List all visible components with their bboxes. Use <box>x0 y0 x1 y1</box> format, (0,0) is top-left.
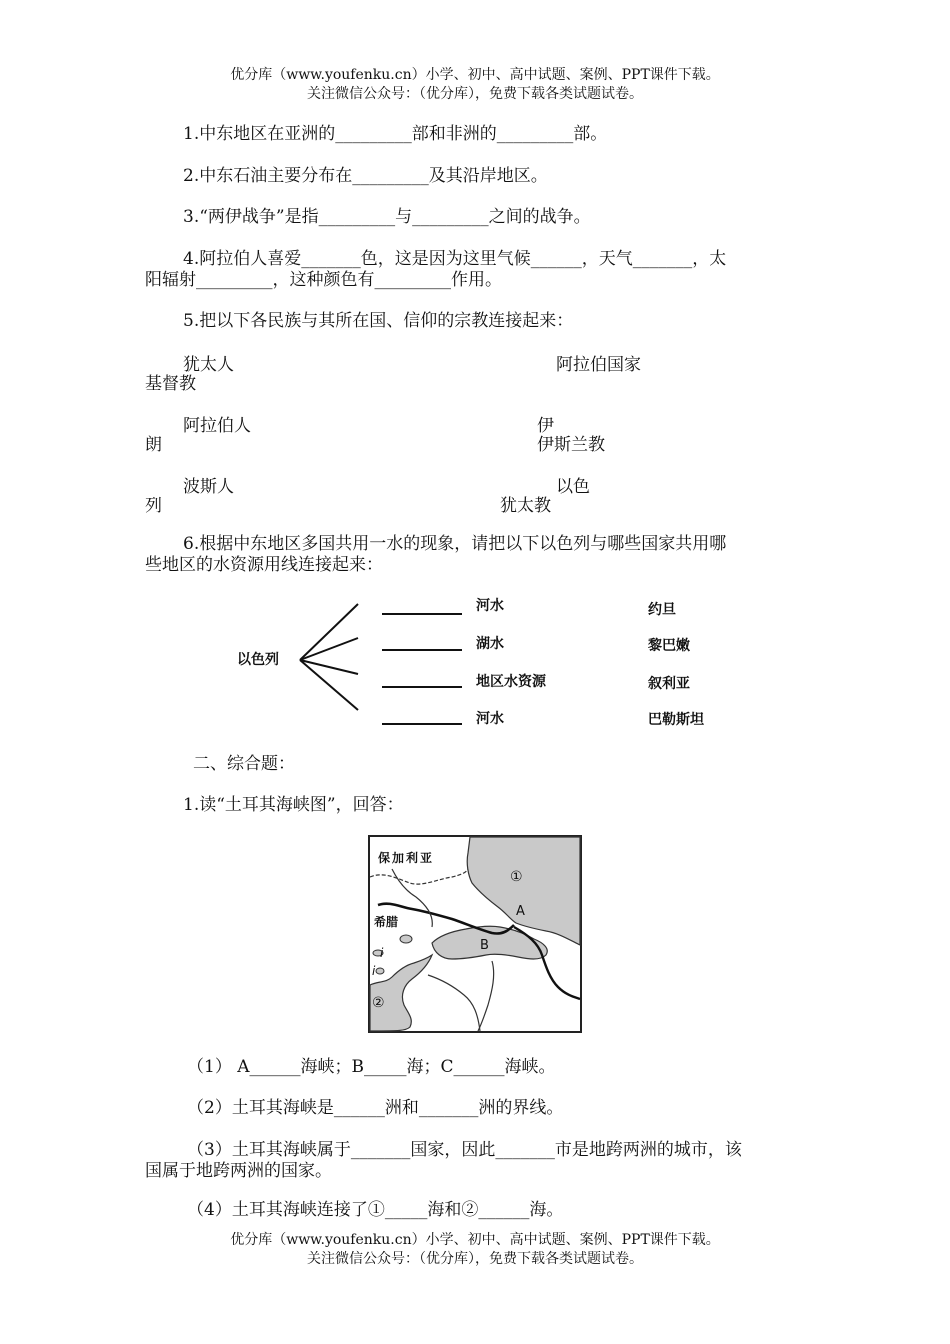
resource-river-2: 河水 <box>476 711 504 727</box>
people-persians: 波斯人 <box>183 477 234 497</box>
question-1: 1.中东地区在亚洲的_________部和非洲的_________部。 <box>183 124 608 144</box>
country-lebanon: 黎巴嫩 <box>648 638 690 654</box>
footer-line-2: 关注微信公众号：（优分库），免费下载各类试题试卷。 <box>307 1251 643 1267</box>
header-line-1: 优分库（www.youfenku.cn）小学、初中、高中试题、案例、PPT课件下载。 <box>230 67 720 83</box>
question-3: 3.“两伊战争”是指_________与_________之间的战争。 <box>183 207 591 227</box>
people-jews: 犹太人 <box>183 355 234 375</box>
footer-line-1: 优分库（www.youfenku.cn）小学、初中、高中试题、案例、PPT课件下载。 <box>230 1232 720 1248</box>
branch-line-1 <box>300 604 358 660</box>
question-6-line-2: 些地区的水资源用线连接起来： <box>145 555 383 575</box>
religion-christianity: 基督教 <box>145 374 196 394</box>
label-i-1: i <box>380 946 384 960</box>
label-a-bosphorus: A <box>516 904 525 919</box>
sub-question-2: （2）土耳其海峡是______洲和_______洲的界线。 <box>187 1098 564 1118</box>
label-i-2: i <box>372 964 376 978</box>
question-6-line-1: 6.根据中东地区多国共用一水的现象，请把以下以色列与哪些国家共用哪 <box>183 534 727 554</box>
country-syria: 叙利亚 <box>648 676 690 692</box>
label-bulgaria: 保加利亚 <box>378 851 435 865</box>
resource-river-1: 河水 <box>476 598 504 614</box>
country-jordan: 约旦 <box>648 602 676 618</box>
diagram-source-israel: 以色列 <box>237 652 279 668</box>
country-arab-states: 阿拉伯国家 <box>556 355 641 375</box>
turkish-straits-map <box>368 835 582 1033</box>
country-palestine: 巴勒斯坦 <box>648 712 704 728</box>
branch-line-2 <box>300 638 358 660</box>
question-4-line-2: 阳辐射_________，这种颜色有_________作用。 <box>145 270 502 290</box>
sub-question-1: （1） A______海峡；B_____海；C______海峡。 <box>187 1057 556 1077</box>
label-b-marmara: B <box>480 938 489 953</box>
header-line-2: 关注微信公众号：（优分库），免费下载各类试题试卷。 <box>307 86 643 102</box>
sub-question-3-line-1: （3）土耳其海峡属于_______国家，因此_______市是地跨两洲的城市，该 <box>187 1140 742 1160</box>
section-2-title: 二、综合题： <box>193 754 295 774</box>
question-5: 5.把以下各民族与其所在国、信仰的宗教连接起来： <box>183 311 574 331</box>
country-iran-part-1: 伊 <box>537 416 554 436</box>
religion-islam: 伊斯兰教 <box>537 435 605 455</box>
section-2-question-1: 1.读“土耳其海峡图”，回答： <box>183 795 404 815</box>
country-israel-part-1: 以色 <box>556 477 590 497</box>
label-greece: 希腊 <box>374 915 399 929</box>
marker-1-black-sea: ① <box>510 869 523 885</box>
sub-question-3-line-2: 国属于地跨两洲的国家。 <box>145 1161 332 1181</box>
religion-judaism: 犹太教 <box>500 496 551 516</box>
resource-lake: 湖水 <box>476 636 504 652</box>
country-iran-part-2: 朗 <box>145 435 162 455</box>
resource-regional-water: 地区水资源 <box>476 674 546 690</box>
water-resource-diagram <box>230 590 730 740</box>
question-4-line-1: 4.阿拉伯人喜爱_______色，这是因为这里气候______，天气_______，太 <box>183 249 727 269</box>
sub-question-4: （4）土耳其海峡连接了①_____海和②______海。 <box>187 1200 564 1220</box>
country-israel-part-2: 列 <box>145 496 162 516</box>
question-2: 2.中东石油主要分布在_________及其沿岸地区。 <box>183 166 548 186</box>
people-arabs: 阿拉伯人 <box>183 416 251 436</box>
marker-2-aegean-sea: ② <box>372 995 385 1011</box>
